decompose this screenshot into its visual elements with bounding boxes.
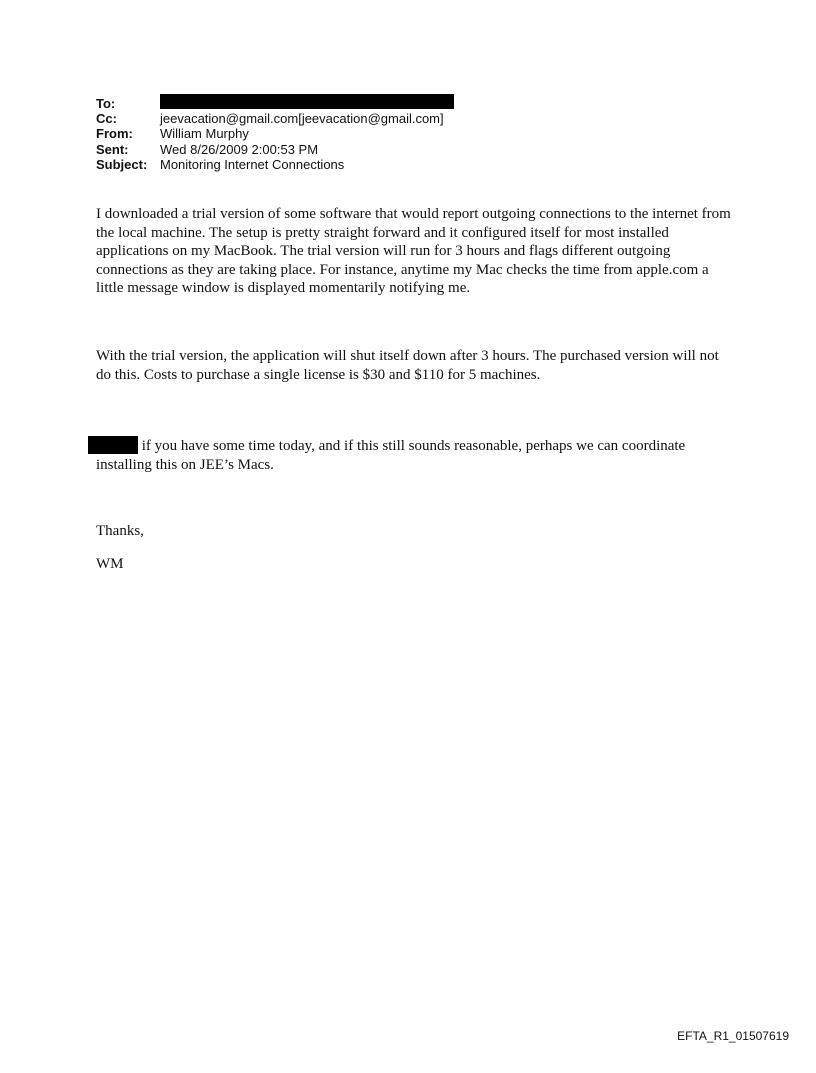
subject-value: Monitoring Internet Connections (160, 156, 345, 172)
body-paragraph-3 (96, 436, 736, 474)
signature-text: WM (96, 556, 124, 572)
from-label: From: (96, 126, 133, 142)
body-paragraph-2: With the trial version, the application will shut itself down after 3 hours. The purchased version will not do this. Costs to purchase a single license is $30 and $110 for 5 machines. (96, 348, 719, 383)
cc-label: Cc: (96, 111, 117, 127)
name-redaction-block (88, 436, 138, 454)
to-row (96, 96, 454, 111)
from-row (96, 126, 454, 141)
closing-text: Thanks, (96, 523, 144, 539)
sent-label: Sent: (96, 141, 129, 157)
body-paragraph-1: I downloaded a trial version of some software that would report outgoing connections to the internet from the local machine. The setup is pretty straight forward and it configured itself for most installed applications on my MacBook. The trial version will run for 3 hours and flags different outgoing connections as they are taking place. For instance, anytime my Mac checks the time from apple.com a little message window is displayed momentarily notifying me. (96, 206, 731, 297)
subject-label: Subject: (96, 156, 148, 172)
subject-row (96, 157, 454, 172)
to-label: To: (96, 96, 116, 111)
body-paragraph-3-text: if you have some time today, and if this still sounds reasonable, perhaps we can coordinate installing this on JEE’s Macs. (96, 438, 686, 473)
document-id: EFTA_R1_01507619 (677, 1029, 789, 1043)
cc-value: jeevacation@gmail.com[jeevacation@gmail.com] (160, 111, 444, 127)
from-value: William Murphy (160, 126, 249, 142)
sent-row (96, 142, 454, 157)
email-header (96, 96, 454, 172)
sent-value: Wed 8/26/2009 2:00:53 PM (160, 141, 319, 157)
to-redaction-block (160, 94, 454, 109)
cc-row (96, 111, 454, 126)
